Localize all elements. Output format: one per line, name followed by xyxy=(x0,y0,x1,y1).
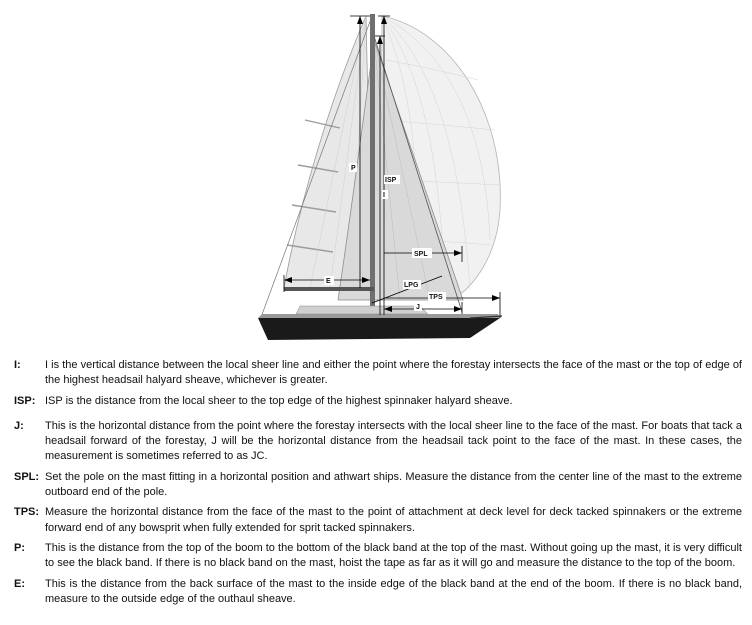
label-i: I xyxy=(383,192,385,199)
label-lpg: LPG xyxy=(404,282,419,289)
term-description: ISP is the distance from the local sheer to the top edge of the highest spinnaker halyard sheave. xyxy=(45,394,513,407)
term-label: I: xyxy=(14,359,21,371)
term-label: E: xyxy=(14,577,25,590)
term-description: This is the distance from the back surface of the mast to the inside edge of the black band at the end of the boom. If there is no black band, measure to the outside edge of the outhaul sheave. xyxy=(45,577,742,605)
definition-e xyxy=(14,577,742,608)
definitions-list xyxy=(14,358,742,607)
label-isp: ISP xyxy=(385,177,397,184)
definition-i xyxy=(14,358,742,389)
term-description: Set the pole on the mast fitting in a horizontal position and athwart ships. Measure the distance from the center line of the mast to the extreme outboard end of the pole. xyxy=(45,470,742,499)
term-label: P: xyxy=(14,541,25,554)
label-spl: SPL xyxy=(414,251,428,258)
term-description: Measure the horizontal distance from the face of the mast to the point of attachment at deck level for deck tacked spinnakers or the extreme forward end of any bowsprit when fully extended for sprit tacked spinnakers. xyxy=(45,506,742,534)
term-label: TPS: xyxy=(14,506,40,519)
label-tps: TPS xyxy=(429,294,443,301)
definition-spl xyxy=(14,470,742,501)
term-label: J: xyxy=(14,419,24,432)
boom xyxy=(284,287,374,291)
definition-tps xyxy=(14,505,742,536)
hull xyxy=(258,318,500,340)
label-e: E xyxy=(326,278,331,285)
definition-p xyxy=(14,541,742,572)
mast xyxy=(370,14,375,320)
definition-j xyxy=(14,419,742,465)
cabin xyxy=(296,306,428,314)
deck xyxy=(258,314,500,318)
term-description: This is the horizontal distance from the point where the forestay intersects with the local sheer line to the face of the mast. For boats that tack a headsail forward of the forestay, J will be the horizontal distance from the headsail tack point to the face of the mast. In these cases, the measurement is sometimes referred to as JC. xyxy=(45,419,742,463)
term-description: This is the distance from the top of the boom to the bottom of the black band at the top of the mast. Without going up the mast, it is very difficult to see the black band. If there is no black band on the mast, hoist the tape as far as it will go and measure the distance to the top of the boom. xyxy=(45,541,742,570)
term-label: ISP: xyxy=(14,394,36,407)
term-label: SPL: xyxy=(14,470,40,483)
label-p: P xyxy=(351,165,356,172)
term-description: I is the vertical distance between the local sheer line and either the point where the forestay intersects the face of the mast or the top of edge of the highest headsail halyard sheave, whichever is greater. xyxy=(45,359,742,387)
label-j: J xyxy=(416,304,420,311)
definition-isp xyxy=(14,394,742,409)
